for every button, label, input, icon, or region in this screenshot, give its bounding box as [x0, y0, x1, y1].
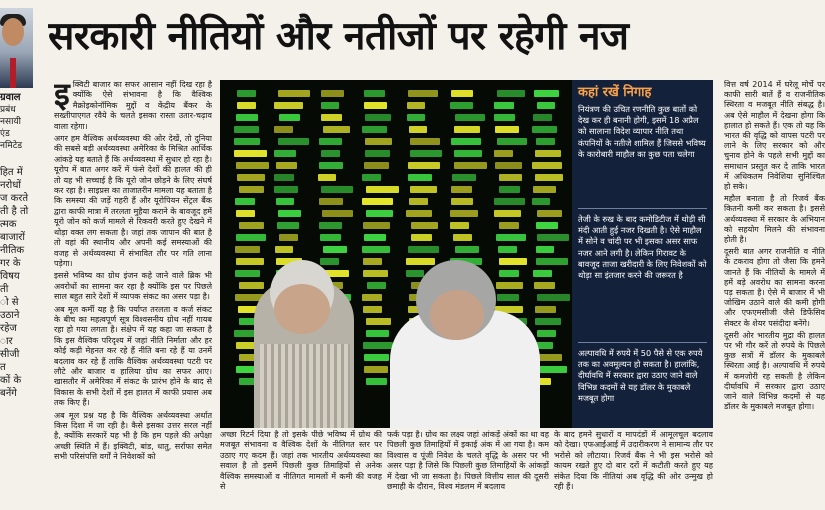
article-paragraph: के बाद हमने सुधारों व मापदंडों में आमूलचूल बदलाव को देखा। एफआईआई में उदारीकरण ने सामान्य तौर पर भरोसे को लौटाया। रिजर्व बैंक ने भी इस भरोसे को कायम रखते हुए दो बार दरों में कटौती करते हुए यह संकेत दिया कि नीतियां अब वृद्धि की ओर उन्मुख हो रही हैं।	[554, 430, 713, 492]
left-strip-line: ो से	[0, 297, 19, 308]
article-paragraph: अब मूल प्रश्न यह है कि वैश्विक अर्थव्यवस्था अर्थात किस दिशा में जा रही है। कैसे इसका उत्तर सरल नहीं है, क्योंकि सरकारें यह भी है कि हम पहले की अपेक्षा अच्छी स्थिति में हैं। इक्विटी, बांड, धातु, सर्राफा समेत सभी परिसंपत्ति वर्गों ने निवेशकों को	[54, 410, 212, 462]
article-paragraph: अगर हम वैश्विक अर्थव्यवस्था की ओर देखें, तो दुनिया की सबसे बड़ी अर्थव्यवस्था अमेरिका के मिश्रित आर्थिक आंकड़े यह बताते हैं कि अर्थव्यवस्था में सुधार हो रहा है। यूरोप में बात अगर करें में फंसे देशों की हालत की ही तो यह भी सच्चाई है कि यूरो जोन छोड़ने के लिए संघर्ष कर रहा है। साइप्रस का ताजातरीन मामला यह बताता है कि समस्या की जड़ें गहरी हैं और यूरोपियन सेंट्रल बैंक द्वारा काफी मात्रा में तरलता मुहैया कराने के बावजूद हमें यूरो जोन को कर्ज मामले से रिकवरी करते हुए देखने में थोड़ा वक्त लग सकता है। जहां तक जापान की बात है तो वहां की स्थानीय और अपनी कई समस्याओं की वजह से अर्थव्यवस्था में संभावित तौर पर गति लाना पड़ेगा।	[54, 134, 212, 268]
article-paragraph: वित्त वर्ष 2014 में घरेलू मोर्चे पर काफी सारी बातें हैं व राजनीतिक स्थिरता व मजबूत नीति संबद्ध है। अब ऐसे माहौल में देखना होगा कि हालात हो सकते हैं। एक तो यह कि भारत की वृद्धि को वापस पटरी पर लाने के लिए सरकार को और चुनाव होने के पहले सभी मुद्दों का समाधान प्रस्तुत कर दे ताकि भारत में अधिकतम निवेशिया सुनिश्चित हो सके।	[724, 80, 825, 192]
headline: सरकारी नीतियों और नतीजों पर रहेगी नज	[48, 13, 629, 59]
author-designation-line: नसायी	[0, 117, 21, 127]
left-strip-line: ती है तो	[0, 206, 29, 217]
article-paragraph: इससे भविष्य का ग्रोथ इंजन कहे जाने वाले ब्रिक भी अवरोधों का सामना कर रहा है क्योंकि इस पर पिछले साल बहुत सारे देशों में व्यापक संकट का असर पड़ा है।	[54, 271, 212, 302]
author-designation-line: एंड	[0, 129, 10, 139]
dropcap: इ	[54, 80, 70, 113]
sidebar-box	[572, 80, 713, 428]
left-strip-line: नरोधों	[0, 180, 21, 191]
author-name: ग्रवाल	[0, 92, 21, 103]
sidebar-paragraph: नियंत्रण की उचित रणनीति कुछ बातों को देख कर ही बनानी होगी, इसमें 18 अप्रैल को सालाना विदेश व्यापार नीति तथा कंपनियों के नतीजे शामिल हैं जिससे भविष्य के कारोबारी माहौल का कुछ पता चलेगा	[578, 104, 706, 159]
caption-column-3	[554, 430, 713, 510]
left-strip-line: बनेंगे	[0, 388, 17, 399]
sidebar-divider	[578, 208, 707, 209]
left-strip-line: त्मक	[0, 219, 17, 230]
left-strip-column	[0, 92, 48, 510]
author-designation-line: नमिटेड	[0, 141, 23, 151]
article-paragraph: क्विटी बाजार का सफर आसान नहीं दिख रहा है क्योंकि ऐसे संभावना है कि वैश्विक मैक्रोइकोनॉमिक मुद्दों व केंद्रीय बैंकर के सख्तीपाएगत रवैये के चलते इसका रास्ता उतार-चढ़ाव वाला रहेगा।	[54, 80, 212, 131]
sidebar-divider	[578, 342, 707, 343]
sidebar-paragraph: तेजी के रुख के बाद कमोडिटीज में थोड़ी सी मंदी आती हुई नजर दिखती है। ऐसे माहौल में सोने व चांदी पर भी इसका असर साफ नजर आने लगी है। लेकिन गिरावट के बावजूद ताजा खरीदारी के लिए निवेशकों को थोड़ा सा इंतजार करने की जरूरत है	[578, 214, 707, 281]
left-strip-line: ती	[0, 284, 9, 295]
left-strip-line: बाजारों	[0, 232, 25, 243]
left-strip-line: उठाने	[0, 310, 20, 321]
sidebar-title: कहां रखें निगाह	[578, 85, 652, 100]
left-strip-line: विषय	[0, 271, 20, 282]
stock-board-photo	[220, 80, 572, 428]
left-strip-line: नीतिक	[0, 245, 25, 256]
left-strip-line: गर के	[0, 258, 21, 269]
caption-column-2	[387, 430, 549, 510]
article-column-1	[54, 80, 212, 510]
article-paragraph: फर्क पड़ा है। ग्रोथ का लक्ष्य जहां आंकड़ें अंकों का था वह पिछली कुछ तिमाहियों में इकाई अंक में आ गया है। कम विश्वास व पूंजी निवेश के चलते वृद्धि के असर पर भी असर पड़ा है जिसे कि पिछली कुछ तिमाहियों के आंकड़ों में देखा भी जा सकता है। पिछले वित्तीय साल की दूसरी छमाही के दौरान, विश्व मंडलम में बदलाव	[387, 430, 549, 492]
left-strip-line: रहेज	[0, 323, 17, 334]
article-paragraph: अब मूल कर्मी यह है कि पर्याप्त तरलता व कर्ज संकट के बीच का महत्वपूर्ण सूत्र विश्वसनीय ग्रोथ नहीं गायब रहा हो गया लगता है। संक्षेप में यह कहा जा सकता है कि इस वैश्विक परिदृश्य में जहां नीति निर्माता और हर कोई कड़ी मेहनत कर रहे हैं नीति बना रहे हैं या उनमें बदलाव कर रहे हैं ताकि वैश्विक अर्थव्यवस्था पटरी पर लौटे और बाजार व हालिया ग्रोथ का सफर आए। खासतौर में अमेरिका में संकट के प्रारंभ होने के बाद से विकास के सभी देशों में इस हालत में काफी प्रयास अब तक किए हैं।	[54, 304, 212, 408]
left-strip-line: कों के	[0, 375, 22, 386]
author-designation-line: प्रबंध	[0, 105, 16, 115]
author-meta	[0, 92, 48, 152]
left-strip-line: त	[0, 362, 6, 373]
caption-column-1	[220, 430, 382, 510]
article-paragraph: दूसरी बात अगर राजनीति व नीति के टकराव होगा तो जैसा कि हमने जानते हैं कि नीतियों के मामले में हमें बड़े अवरोध का सामना करना पड़ सकता है। ऐसे में बाजार में भी जोखिम उठाने वाले की कमी होगी और एफएमसीजी जैसे डिफेंसिव सेक्टर के शेयर पसंदीदा बनेंगे।	[724, 247, 825, 328]
left-strip-line: ार	[0, 336, 13, 347]
sidebar-paragraph: अल्पावधि में रुपये में 50 पैसे से एक रुपये तक का अवमूल्यन हो सकता है। हालांकि, दीर्घावधि में सरकार द्वारा उठाए जाने वाले विभिन्न कदमों से यह डॉलर के मुकाबले मजबूत होगा	[578, 348, 703, 403]
author-photo	[0, 8, 33, 88]
article-paragraph: महौल बनाता है तो रिजर्व बैंक कितनी कमी कर सकता है। इससे अर्थव्यवस्था में सरकार के अभियान को सहयोग मिलने की संभावना होती है।	[724, 194, 825, 245]
article-paragraph: दूसरी ओर भारतीय मुद्रा की हालत पर भी गौर करें तो रुपये के पिछले कुछ सत्रों में डॉलर के मुकाबले स्थिरता आई है। अल्पावधि में रुपये में कमजोरी रह सकती है लेकिन दीर्घावधि में सरकार द्वारा उठाए जाने वाले विभिन्न कदमों से यह डॉलर के मुकाबले मजबूत होगा।	[724, 330, 825, 412]
left-strip-line: ज करते	[0, 193, 29, 204]
left-strip-line: हित में	[0, 167, 23, 178]
article-paragraph: अच्छा रिटर्न दिया है तो इसके पीछे भविष्य में ग्रोथ की मजबूत संभावना व वैश्विक देशों के नीतिगत स्तर पर उठाए गए कदम हैं। जहां तक भारतीय अर्थव्यवस्था का सवाल है तो इसमें पिछली कुछ तिमाहियों से अनेक वैश्विक समस्याओं व नीतिगत मामलों में कमी की वजह से	[220, 430, 382, 492]
left-strip-line: सीजी	[0, 349, 20, 360]
article-column-right	[724, 80, 825, 510]
